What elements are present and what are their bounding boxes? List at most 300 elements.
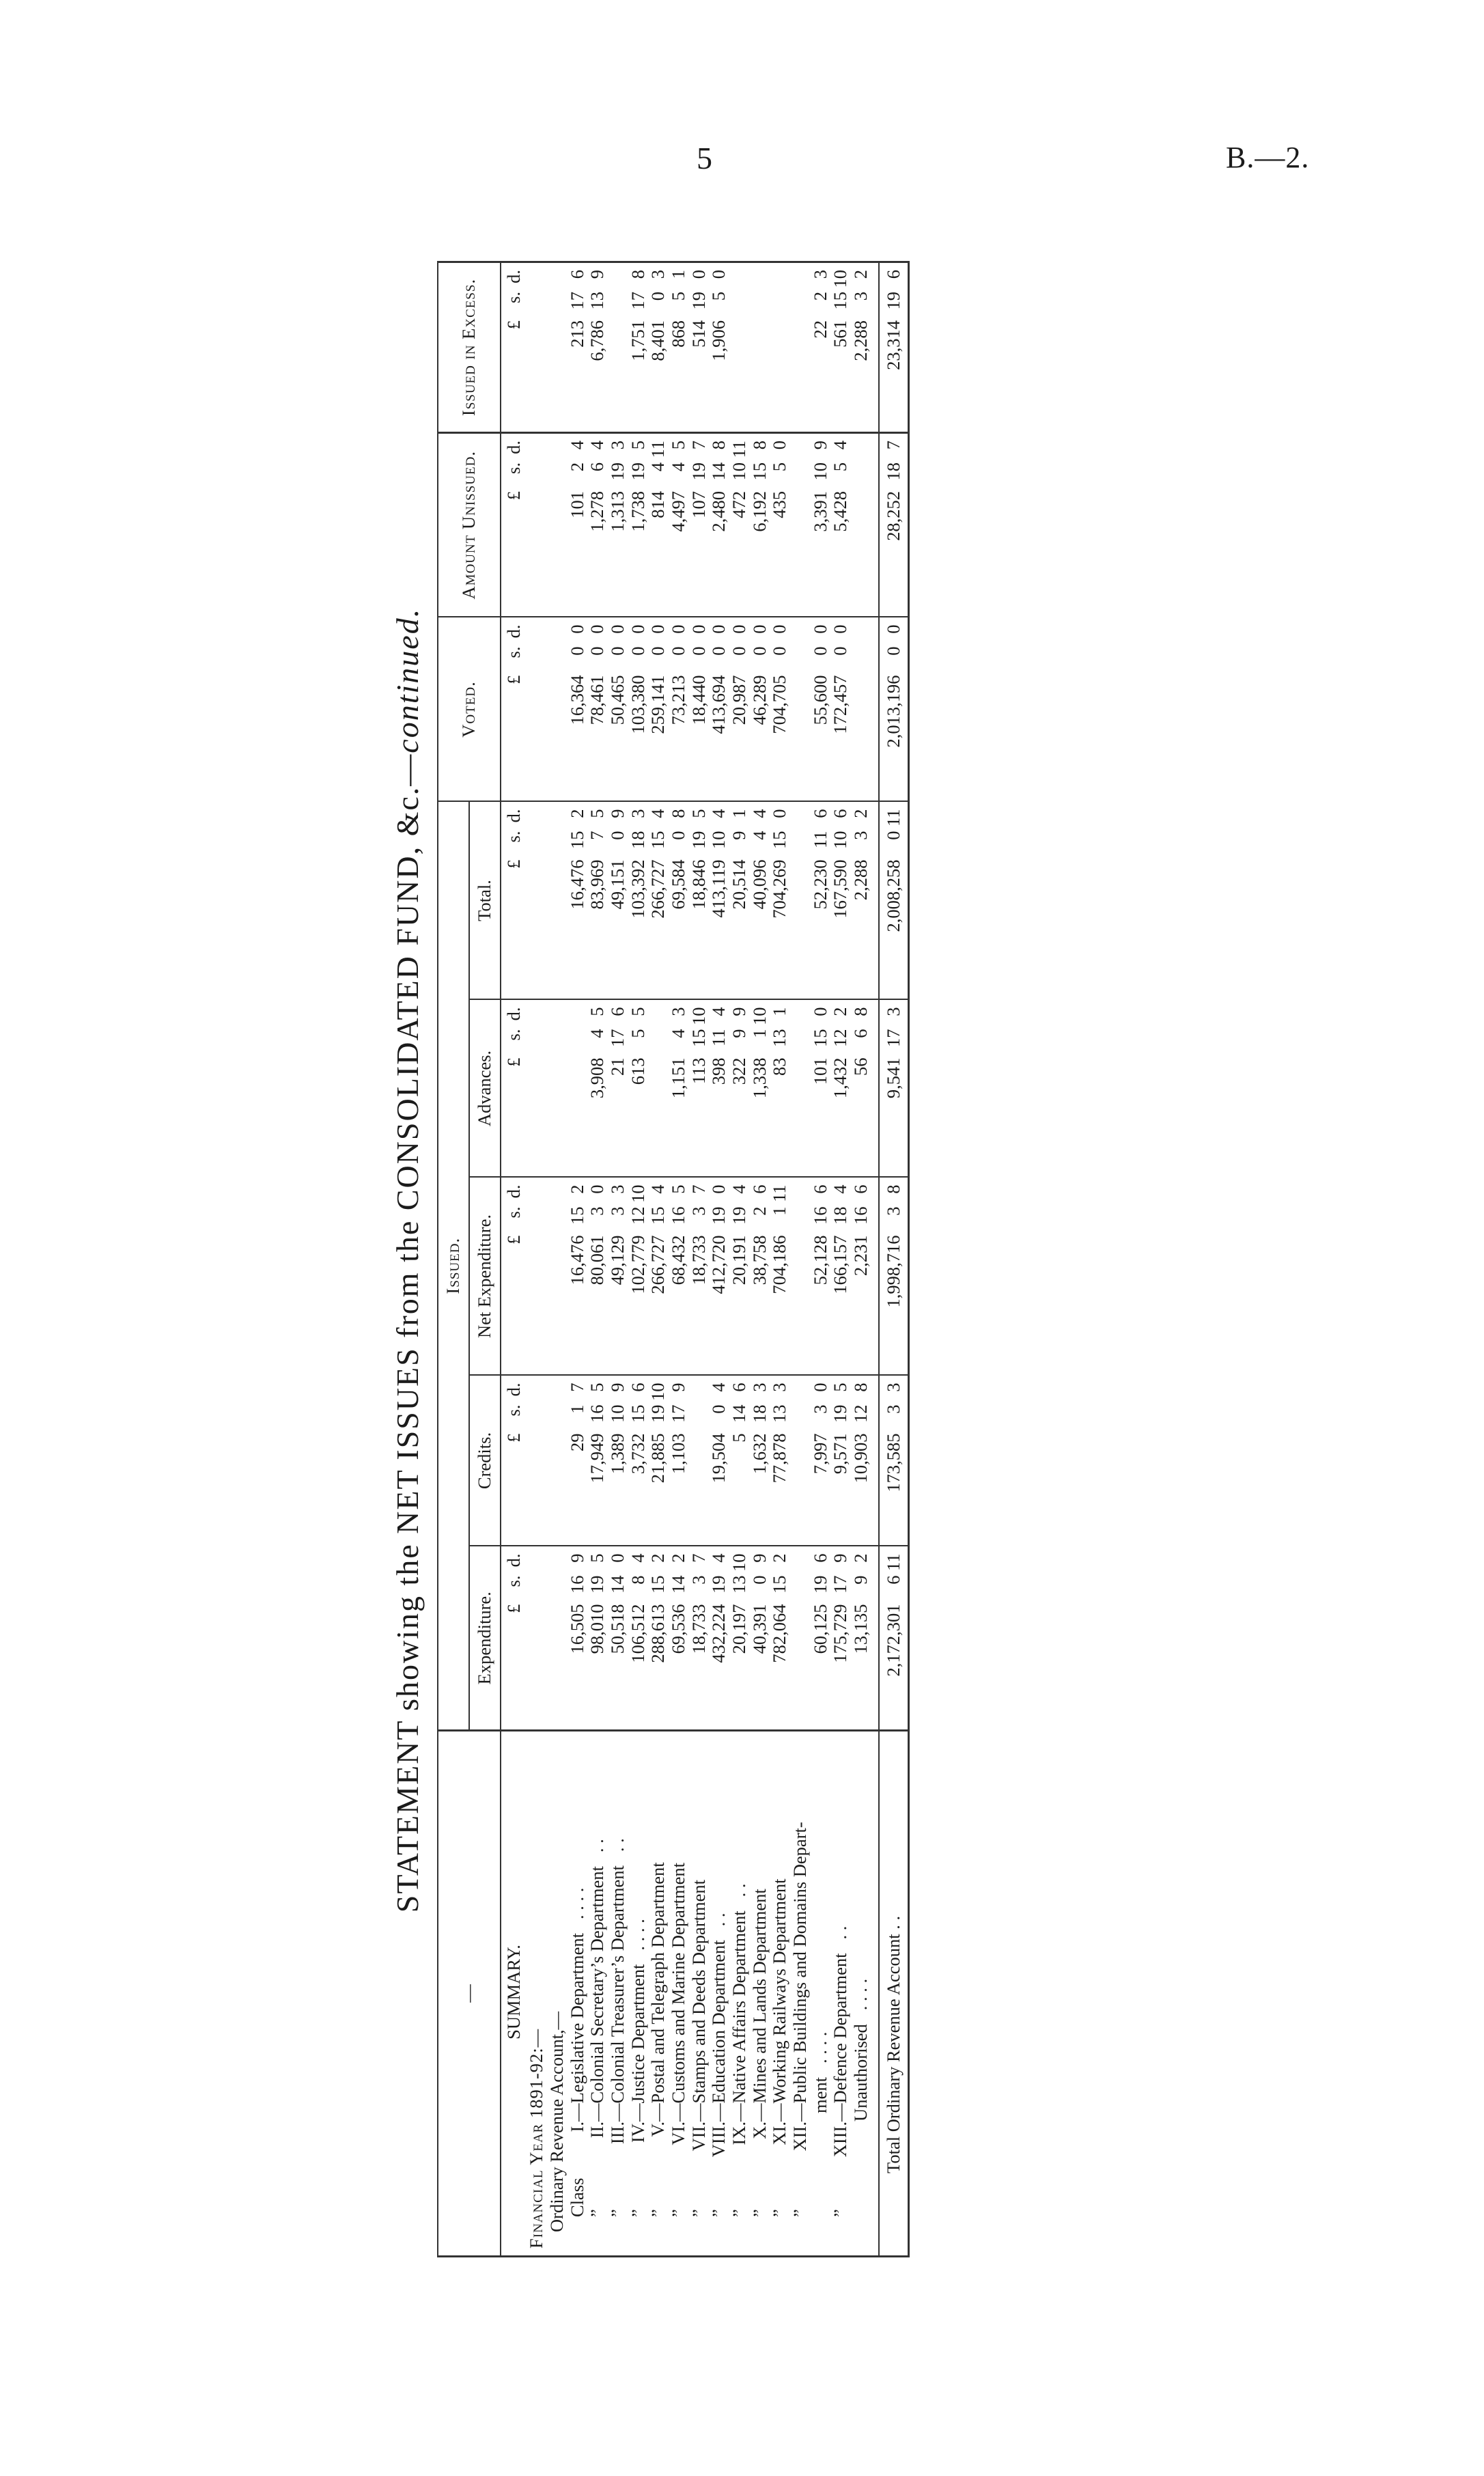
cell-advances [750,1000,770,1178]
cell-credits-shillings: 3 [809,1404,830,1414]
cell-expenditure [729,1546,750,1731]
cell-issued-in-excess-pence: 10 [830,269,851,288]
cell-expenditure-shillings: 19 [708,1575,729,1594]
cell-total [608,801,628,999]
row-class: ” [647,2209,669,2217]
cell-net-expenditure-pounds: 704,186 [769,1235,790,1294]
cell-expenditure-shillings: 3 [688,1575,709,1585]
cell-credits-shillings: 0 [708,1404,729,1414]
cell-total-pence: 0 [769,809,790,818]
cell-total-shillings: 15 [566,831,587,849]
cell-net-expenditure-shillings: 15 [647,1206,669,1225]
cell-net-expenditure [669,1178,689,1376]
title-continued: continued. [390,607,425,753]
unit-cell [501,262,527,432]
cell-amount-unissued-shillings: 4 [667,462,688,472]
row-department: —Defence Department [830,1953,851,2122]
total-credits [879,1376,909,1546]
cell-amount-unissued-pence: 7 [688,440,709,450]
cell-issued-in-excess-pounds: 6,786 [587,320,608,361]
cell-total-pounds: 413,119 [708,859,729,918]
cell-voted [648,617,669,801]
cell-net-expenditure-pence: 5 [667,1184,688,1194]
cell-net-expenditure-pence: 0 [708,1184,729,1194]
cell-voted-shillings: 0 [667,646,688,656]
cell-amount-unissued-shillings: 2 [566,462,587,472]
cell-expenditure-shillings: 14 [667,1575,688,1594]
cell-total-pounds: 2,288 [850,859,871,901]
cell-amount-unissued [729,432,750,617]
cell-net-expenditure-shillings: 16 [850,1206,871,1225]
cell-total [628,801,649,999]
unit-shillings: s. [503,462,524,474]
cell-total-shillings: 0 [667,831,688,840]
total-expenditure-pence: 11 [882,1553,904,1572]
row-class: ” [688,2209,709,2217]
cell-net-expenditure-shillings: 2 [748,1206,770,1216]
cell-net-expenditure-shillings: 18 [830,1206,851,1225]
row-numeral: VIII. [708,2122,729,2158]
cell-net-expenditure-pounds: 80,061 [587,1235,608,1285]
total-total-pounds: 2,008,258 [882,859,904,932]
unit-pounds: £ [503,1057,524,1067]
total-credits-shillings: 3 [882,1404,904,1414]
cell-net-expenditure-pence: 10 [627,1184,648,1203]
cell-amount-unissued-shillings: 14 [708,462,729,481]
cell-total-shillings: 10 [830,831,851,849]
table-row [608,262,628,2256]
cell-credits-pence: 5 [587,1382,608,1392]
table-row [709,262,729,2256]
unit-pence: d. [503,440,524,454]
cell-total-shillings: 7 [587,831,608,840]
cell-total-pounds: 69,584 [667,859,688,910]
cell-net-expenditure-pence: 11 [769,1184,790,1203]
empty-cell [871,432,879,617]
total-total-pence: 11 [882,809,904,827]
cell-expenditure-pounds: 69,536 [667,1604,688,1654]
row-label [851,1731,871,2257]
cell-voted [790,617,830,801]
total-label: Total Ordinary Revenue Account . . [879,1731,909,2257]
cell-amount-unissued-pounds: 1,278 [587,490,608,532]
cell-issued-in-excess-pounds: 868 [667,320,688,348]
cell-issued-in-excess [750,262,770,432]
cell-total-shillings: 9 [728,831,749,840]
cell-issued-in-excess [648,262,669,432]
header-issued-in-excess: Issued in Excess. [438,262,501,432]
cell-credits-shillings: 18 [748,1404,770,1423]
cell-amount-unissued [669,432,689,617]
cell-advances-pence: 10 [688,1007,709,1025]
cell-voted [770,617,790,801]
cell-amount-unissued-pence: 8 [708,440,729,450]
cell-advances-pence: 3 [667,1007,688,1016]
cell-advances-pounds: 1,338 [748,1057,770,1099]
cell-advances-pence: 2 [830,1007,851,1016]
row-class: ” [708,2209,729,2217]
table-row [851,262,871,2256]
empty-cell [527,1376,547,1546]
header-total: Total. [469,801,501,999]
cell-credits-pounds: 29 [566,1433,587,1451]
cell-net-expenditure-pence: 3 [606,1184,628,1194]
empty-cell [527,617,547,801]
cell-amount-unissued-shillings: 19 [606,462,628,481]
cell-credits-pence: 0 [809,1382,830,1392]
cell-amount-unissued-pounds: 101 [566,490,587,518]
cell-voted-shillings: 0 [587,646,608,656]
row-label [689,1731,710,2257]
row-class: ” [728,2209,749,2217]
cell-credits-pence: 7 [566,1382,587,1392]
cell-net-expenditure-shillings: 3 [688,1206,709,1216]
cell-voted-pence: 0 [830,624,851,634]
cell-voted [628,617,649,801]
cell-advances-pounds: 322 [728,1057,749,1085]
cell-voted [709,617,729,801]
cell-amount-unissued-pounds: 1,738 [627,490,648,532]
row-label [648,1731,669,2257]
cell-issued-in-excess-shillings: 17 [627,291,648,310]
cell-credits [770,1376,790,1546]
cell-expenditure [587,1546,608,1731]
cell-amount-unissued-pence: 4 [830,440,851,450]
cell-net-expenditure [750,1178,770,1376]
cell-expenditure-pounds: 175,729 [830,1604,851,1663]
row-department-cont: ment [809,2077,830,2113]
cell-voted [689,617,710,801]
cell-advances-shillings: 4 [667,1029,688,1038]
cell-net-expenditure-shillings: 19 [708,1206,729,1225]
cell-credits [830,1376,851,1546]
row-leader-dots: . . [830,1925,851,1940]
cell-amount-unissued-pounds: 107 [688,490,709,518]
cell-advances [568,1000,588,1178]
row-numeral: II. [587,2122,608,2139]
cell-expenditure-pounds: 13,135 [850,1604,871,1654]
row-label [669,1731,689,2257]
cell-net-expenditure-pence: 4 [647,1184,669,1194]
cell-expenditure [790,1546,830,1731]
cell-net-expenditure-shillings: 1 [769,1206,790,1216]
cell-issued-in-excess-shillings: 5 [708,291,729,301]
cell-issued-in-excess-shillings: 0 [647,291,669,301]
cell-advances [689,1000,710,1178]
cell-total [689,801,710,999]
cell-expenditure-pounds: 98,010 [587,1604,608,1654]
cell-credits [851,1376,871,1546]
row-department: —Customs and Marine Department [667,1862,688,2122]
cell-advances [851,1000,871,1178]
row-class: ” [667,2209,688,2217]
empty-cell [871,1731,879,2257]
cell-total-pounds: 49,151 [606,859,628,910]
cell-expenditure-shillings: 15 [769,1575,790,1594]
cell-net-expenditure-pounds: 20,191 [728,1235,749,1285]
row-label [568,1731,588,2257]
cell-advances-pounds: 1,432 [830,1057,851,1099]
cell-advances-shillings: 12 [830,1029,851,1047]
empty-cell [547,1178,568,1376]
header-blank: — [438,1731,501,2257]
row-leader-dots: . . . . [627,1919,648,1951]
cell-expenditure [568,1546,588,1731]
cell-voted [851,617,871,801]
cell-expenditure-pence: 0 [606,1553,628,1563]
unit-pence: d. [503,1007,524,1021]
page-number: 5 [697,141,712,176]
cell-voted-shillings: 0 [830,646,851,656]
cell-voted-pounds: 50,465 [606,675,628,725]
cell-advances-pence: 6 [606,1007,628,1016]
financial-year-row [527,262,547,2256]
cell-issued-in-excess-shillings: 19 [688,291,709,310]
cell-total-pounds: 266,727 [647,859,669,919]
total-amount-unissued [879,432,909,617]
row-department: —Working Railways Department [769,1878,790,2122]
cell-advances-pence: 5 [587,1007,608,1016]
cell-voted-pounds: 55,600 [809,675,830,725]
cell-voted-shillings: 0 [708,646,729,656]
cell-expenditure-pounds: 782,064 [769,1604,790,1663]
cell-total-pounds: 103,392 [627,859,648,919]
cell-voted-shillings: 0 [748,646,770,656]
cell-net-expenditure-pounds: 38,758 [748,1235,770,1285]
cell-expenditure [770,1546,790,1731]
cell-credits-shillings: 1 [566,1404,587,1414]
cell-issued-in-excess-pence: 3 [647,269,669,279]
cell-expenditure-pence: 2 [647,1553,669,1563]
header-expenditure: Expenditure. [469,1546,501,1731]
unit-pounds: £ [503,859,524,869]
cell-issued-in-excess-pounds: 1,906 [708,320,729,361]
cell-amount-unissued-pounds: 5,428 [830,490,851,532]
cell-net-expenditure [851,1178,871,1376]
unit-cell [501,617,527,801]
cell-expenditure-pounds: 20,197 [728,1604,749,1654]
cell-advances-pounds: 83 [769,1057,790,1076]
empty-cell [547,432,568,617]
empty-cell [547,1000,568,1178]
cell-credits [628,1376,649,1546]
unit-cell [501,432,527,617]
cell-net-expenditure [770,1178,790,1376]
cell-expenditure-pounds: 50,518 [606,1604,628,1654]
table-row [750,262,770,2256]
cell-voted-pounds: 704,705 [769,675,790,734]
spacer-row [871,262,879,2256]
cell-advances-shillings: 17 [606,1029,628,1047]
cell-voted-pounds: 78,461 [587,675,608,725]
row-class: Class [566,2178,587,2217]
cell-amount-unissued-shillings: 19 [627,462,648,481]
empty-cell [527,1546,547,1731]
cell-net-expenditure-pounds: 102,779 [627,1235,648,1294]
cell-amount-unissued [709,432,729,617]
unit-pounds: £ [503,320,524,330]
empty-cell [547,1546,568,1731]
cell-net-expenditure-pounds: 266,727 [647,1235,669,1294]
cell-total [648,801,669,999]
cell-net-expenditure-pence: 0 [587,1184,608,1194]
cell-net-expenditure-pounds: 2,231 [850,1235,871,1277]
cell-net-expenditure-shillings: 16 [667,1206,688,1225]
cell-amount-unissued [568,432,588,617]
cell-advances [729,1000,750,1178]
table-header [438,262,501,2256]
row-department: —Public Buildings and Domains Depart- [789,1822,810,2122]
row-class: ” [587,2209,608,2217]
cell-total-shillings: 3 [850,831,871,840]
cell-issued-in-excess [669,262,689,432]
cell-credits [608,1376,628,1546]
cell-total-shillings: 15 [647,831,669,849]
table-row [729,262,750,2256]
cell-issued-in-excess [587,262,608,432]
cell-voted-pence: 0 [587,624,608,634]
cell-net-expenditure [648,1178,669,1376]
cell-amount-unissued-pounds: 6,192 [748,490,770,532]
row-label [750,1731,770,2257]
cell-net-expenditure-pounds: 68,432 [667,1235,688,1285]
row-class: ” [789,2209,810,2217]
unit-pounds: £ [503,1235,524,1244]
empty-cell [871,1178,879,1376]
cell-total-shillings: 15 [769,831,790,849]
row-numeral: X. [748,2122,770,2139]
cell-credits-pence: 8 [850,1382,871,1392]
cell-total-shillings: 11 [809,831,830,849]
cell-amount-unissued-pence: 5 [627,440,648,450]
cell-voted-pence: 0 [688,624,709,634]
cell-issued-in-excess-pence: 9 [587,269,608,279]
unit-cell [501,1000,527,1178]
cell-issued-in-excess [790,262,830,432]
cell-voted [729,617,750,801]
row-numeral: XI. [769,2122,790,2145]
cell-net-expenditure-pence: 2 [566,1184,587,1194]
cell-expenditure-pence: 9 [566,1553,587,1563]
cell-amount-unissued-shillings: 10 [728,462,749,481]
cell-issued-in-excess [729,262,750,432]
row-numeral: VII. [688,2122,709,2152]
cell-credits-pounds: 9,571 [830,1433,851,1475]
cell-advances [648,1000,669,1178]
total-issued-in-excess [879,262,909,432]
cell-expenditure-pounds: 18,733 [688,1604,709,1654]
cell-voted-shillings: 0 [688,646,709,656]
unit-pence: d. [503,809,524,823]
table-row [587,262,608,2256]
cell-issued-in-excess [568,262,588,432]
statement-title [389,263,425,2257]
row-department: —Justice Department [627,1964,648,2122]
cell-total [568,801,588,999]
cell-net-expenditure-pence: 4 [830,1184,851,1194]
cell-total [830,801,851,999]
cell-voted-shillings: 0 [566,646,587,656]
cell-net-expenditure-shillings: 15 [566,1206,587,1225]
cell-amount-unissued-pounds: 1,313 [606,490,628,532]
cell-total [709,801,729,999]
cell-credits-shillings: 17 [667,1404,688,1423]
cell-advances-pounds: 613 [627,1057,648,1085]
cell-issued-in-excess-pence: 0 [708,269,729,279]
cell-issued-in-excess-pence: 1 [667,269,688,279]
cell-total-pence: 5 [587,809,608,818]
cell-advances-pounds: 398 [708,1057,729,1085]
table-row [770,262,790,2256]
cell-credits-pence: 3 [769,1382,790,1392]
summary-heading: SUMMARY. [501,1731,527,2257]
cell-issued-in-excess-shillings: 17 [566,291,587,310]
unit-pence: d. [503,624,524,639]
empty-cell [527,1178,547,1376]
cell-credits-pounds: 10,903 [850,1433,871,1484]
unit-pounds: £ [503,675,524,684]
total-row [879,262,909,2256]
cell-expenditure-pence: 2 [850,1553,871,1563]
cell-issued-in-excess-shillings: 5 [667,291,688,301]
cell-credits-pence: 9 [606,1382,628,1392]
total-expenditure-shillings: 6 [882,1575,904,1585]
cell-net-expenditure-shillings: 3 [587,1206,608,1216]
total-advances-shillings: 17 [882,1029,904,1047]
empty-cell [527,801,547,999]
cell-advances-shillings: 5 [627,1029,648,1038]
cell-advances-pounds: 3,908 [587,1057,608,1099]
cell-total-shillings: 4 [748,831,770,840]
cell-total-pence: 6 [809,809,830,818]
cell-amount-unissued-pence: 8 [748,440,770,450]
cell-amount-unissued-shillings: 4 [647,462,669,472]
cell-issued-in-excess-pounds: 2,288 [850,320,871,361]
cell-expenditure-shillings: 13 [728,1575,749,1594]
cell-issued-in-excess-pounds: 514 [688,320,709,348]
cell-credits-shillings: 16 [587,1404,608,1423]
cell-amount-unissued-pounds: 814 [647,490,669,518]
cell-voted-pounds: 73,213 [667,675,688,725]
unit-cell [501,1178,527,1376]
cell-issued-in-excess-pence: 8 [627,269,648,279]
cell-issued-in-excess-pounds: 8,401 [647,320,669,361]
total-net-expenditure [879,1178,909,1376]
empty-cell [527,432,547,617]
row-class: ” [627,2209,648,2217]
unit-pence: d. [503,1382,524,1397]
cell-net-expenditure-pence: 4 [728,1184,749,1194]
cell-advances-shillings: 1 [748,1029,770,1038]
row-department: —Stamps and Deeds Department [688,1880,709,2122]
total-issued-in-excess-shillings: 19 [882,291,904,310]
cell-voted-pounds: 20,987 [728,675,749,725]
cell-credits [750,1376,770,1546]
empty-cell [547,1376,568,1546]
cell-advances-pounds: 21 [606,1057,628,1076]
cell-expenditure [608,1546,628,1731]
cell-amount-unissued [608,432,628,617]
cell-credits-pounds: 1,103 [667,1433,688,1475]
cell-credits [648,1376,669,1546]
cell-amount-unissued [851,432,871,617]
cell-issued-in-excess [689,262,710,432]
cell-expenditure-shillings: 19 [587,1575,608,1594]
cell-credits-pounds: 77,878 [769,1433,790,1484]
cell-voted [608,617,628,801]
cell-credits-pounds: 1,632 [748,1433,770,1475]
unit-shillings: s. [503,1029,524,1041]
